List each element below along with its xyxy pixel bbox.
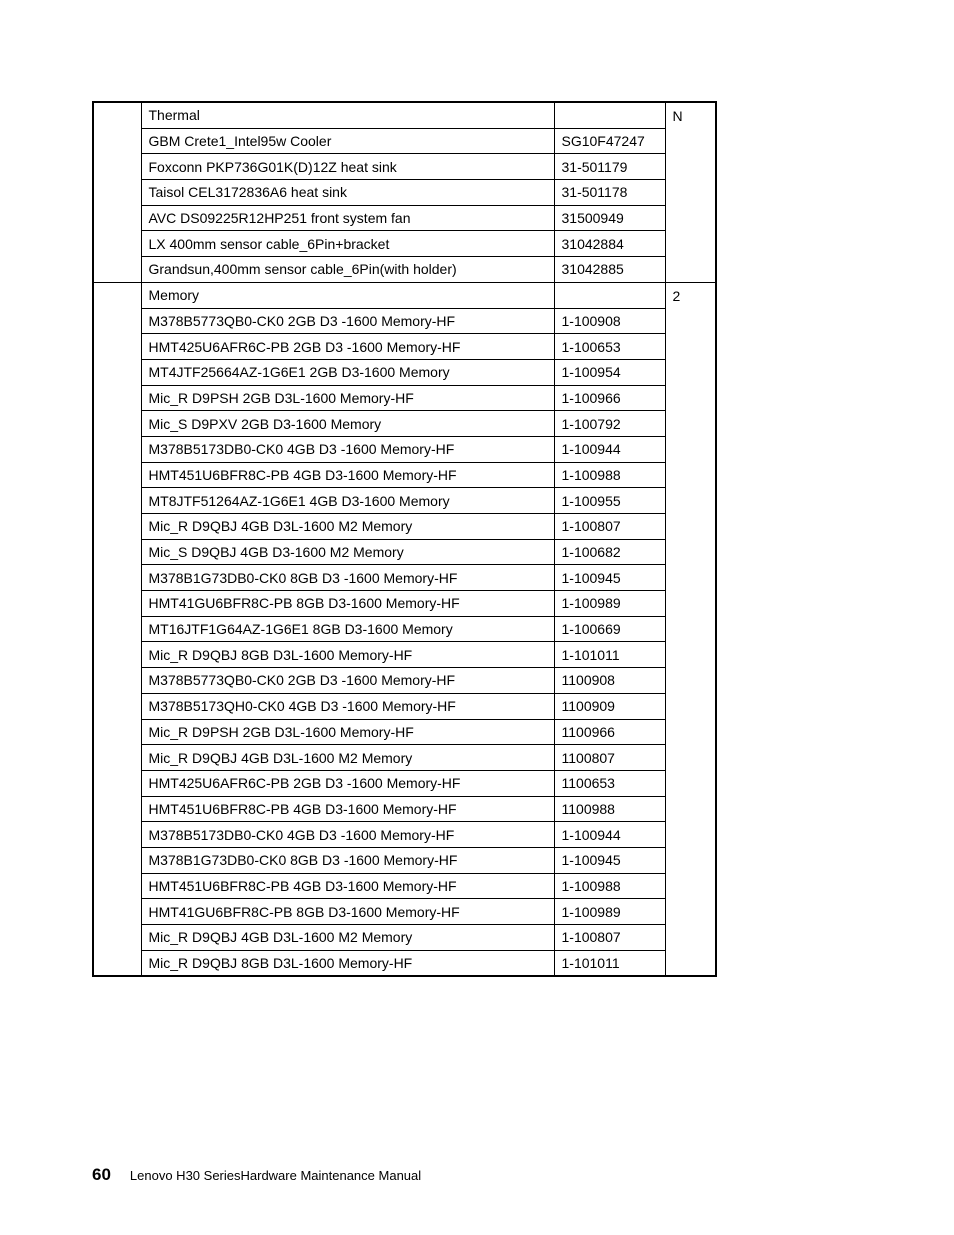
table-row — [93, 899, 716, 925]
part-number: 1-101011 — [554, 950, 665, 976]
table-row — [93, 591, 716, 617]
part-number: 1-100682 — [554, 539, 665, 565]
group-header-row — [93, 282, 716, 308]
part-number: 1-100988 — [554, 462, 665, 488]
table-row — [93, 180, 716, 206]
table-row — [93, 205, 716, 231]
part-description: M378B5173DB0-CK0 4GB D3 -1600 Memory-HF — [141, 822, 554, 848]
table-row — [93, 385, 716, 411]
group-header-part-cell — [554, 282, 665, 308]
table-row — [93, 308, 716, 334]
part-description: Mic_R D9QBJ 4GB D3L-1600 M2 Memory — [141, 925, 554, 951]
part-number: 1-100944 — [554, 436, 665, 462]
table-row — [93, 334, 716, 360]
table-row — [93, 642, 716, 668]
part-number: 1-100945 — [554, 847, 665, 873]
part-number: 31042885 — [554, 257, 665, 283]
manual-title: Lenovo H30 SeriesHardware Maintenance Manual — [129, 1168, 422, 1183]
fru-index-cell — [93, 102, 141, 282]
part-description: MT16JTF1G64AZ-1G6E1 8GB D3-1600 Memory — [141, 616, 554, 642]
part-number: 1-100807 — [554, 514, 665, 540]
table-row — [93, 693, 716, 719]
table-row — [93, 565, 716, 591]
table-row — [93, 128, 716, 154]
part-description: HMT451U6BFR8C-PB 4GB D3-1600 Memory-HF — [141, 873, 554, 899]
part-description: Mic_R D9QBJ 4GB D3L-1600 M2 Memory — [141, 514, 554, 540]
table-row — [93, 154, 716, 180]
page-footer — [92, 1165, 421, 1185]
part-number: 31500949 — [554, 205, 665, 231]
part-number: 1-100955 — [554, 488, 665, 514]
part-description: Mic_R D9PSH 2GB D3L-1600 Memory-HF — [141, 385, 554, 411]
page-number: 60 — [92, 1165, 111, 1184]
table-row — [93, 719, 716, 745]
part-description: MT4JTF25664AZ-1G6E1 2GB D3-1600 Memory — [141, 359, 554, 385]
table-row — [93, 925, 716, 951]
table-row — [93, 616, 716, 642]
table-row — [93, 257, 716, 283]
part-description: Taisol CEL3172836A6 heat sink — [141, 180, 554, 206]
part-description: AVC DS09225R12HP251 front system fan — [141, 205, 554, 231]
table-row — [93, 436, 716, 462]
parts-table-body — [93, 102, 716, 976]
fru-index-cell — [93, 282, 141, 976]
group-header-label: Memory — [141, 282, 554, 308]
table-row — [93, 668, 716, 694]
part-description: M378B5173QH0-CK0 4GB D3 -1600 Memory-HF — [141, 693, 554, 719]
part-number: 1-100945 — [554, 565, 665, 591]
part-description: M378B5773QB0-CK0 2GB D3 -1600 Memory-HF — [141, 668, 554, 694]
part-number: 1-100954 — [554, 359, 665, 385]
part-number: 1100966 — [554, 719, 665, 745]
table-row — [93, 488, 716, 514]
part-number: 1-100989 — [554, 591, 665, 617]
part-number: 1100988 — [554, 796, 665, 822]
part-description: HMT451U6BFR8C-PB 4GB D3-1600 Memory-HF — [141, 462, 554, 488]
table-row — [93, 359, 716, 385]
part-description: M378B5173DB0-CK0 4GB D3 -1600 Memory-HF — [141, 436, 554, 462]
table-row — [93, 822, 716, 848]
part-description: M378B1G73DB0-CK0 8GB D3 -1600 Memory-HF — [141, 565, 554, 591]
part-number: 1100807 — [554, 745, 665, 771]
part-description: Mic_R D9QBJ 8GB D3L-1600 Memory-HF — [141, 642, 554, 668]
part-number: 1-101011 — [554, 642, 665, 668]
part-number: 31042884 — [554, 231, 665, 257]
group-quantity: 2 — [665, 282, 716, 976]
part-number: 1100653 — [554, 770, 665, 796]
table-row — [93, 770, 716, 796]
part-description: MT8JTF51264AZ-1G6E1 4GB D3-1600 Memory — [141, 488, 554, 514]
part-description: HMT425U6AFR6C-PB 2GB D3 -1600 Memory-HF — [141, 334, 554, 360]
part-description: HMT425U6AFR6C-PB 2GB D3 -1600 Memory-HF — [141, 770, 554, 796]
part-number: 1100908 — [554, 668, 665, 694]
table-row — [93, 462, 716, 488]
part-description: Mic_S D9QBJ 4GB D3-1600 M2 Memory — [141, 539, 554, 565]
table-row — [93, 796, 716, 822]
part-description: M378B5773QB0-CK0 2GB D3 -1600 Memory-HF — [141, 308, 554, 334]
part-number: 1-100792 — [554, 411, 665, 437]
part-description: Mic_S D9PXV 2GB D3-1600 Memory — [141, 411, 554, 437]
part-number: 1-100966 — [554, 385, 665, 411]
table-row — [93, 950, 716, 976]
part-description: GBM Crete1_Intel95w Cooler — [141, 128, 554, 154]
table-row — [93, 411, 716, 437]
part-description: HMT451U6BFR8C-PB 4GB D3-1600 Memory-HF — [141, 796, 554, 822]
part-description: Mic_R D9QBJ 4GB D3L-1600 M2 Memory — [141, 745, 554, 771]
part-number: 1-100807 — [554, 925, 665, 951]
part-number: 1-100988 — [554, 873, 665, 899]
part-description: Foxconn PKP736G01K(D)12Z heat sink — [141, 154, 554, 180]
part-number: 1-100669 — [554, 616, 665, 642]
part-number: 1-100944 — [554, 822, 665, 848]
part-description: HMT41GU6BFR8C-PB 8GB D3-1600 Memory-HF — [141, 591, 554, 617]
group-quantity: N — [665, 102, 716, 282]
group-header-label: Thermal — [141, 102, 554, 128]
group-header-row — [93, 102, 716, 128]
part-number: 31-501179 — [554, 154, 665, 180]
part-description: Mic_R D9PSH 2GB D3L-1600 Memory-HF — [141, 719, 554, 745]
part-description: HMT41GU6BFR8C-PB 8GB D3-1600 Memory-HF — [141, 899, 554, 925]
parts-table — [92, 101, 717, 977]
table-row — [93, 745, 716, 771]
part-number: SG10F47247 — [554, 128, 665, 154]
table-row — [93, 231, 716, 257]
part-number: 1-100989 — [554, 899, 665, 925]
table-row — [93, 873, 716, 899]
table-row — [93, 847, 716, 873]
table-row — [93, 514, 716, 540]
part-number: 1-100908 — [554, 308, 665, 334]
group-header-part-cell — [554, 102, 665, 128]
part-number: 31-501178 — [554, 180, 665, 206]
part-description: Grandsun,400mm sensor cable_6Pin(with holder) — [141, 257, 554, 283]
part-number: 1100909 — [554, 693, 665, 719]
table-row — [93, 539, 716, 565]
part-number: 1-100653 — [554, 334, 665, 360]
part-description: M378B1G73DB0-CK0 8GB D3 -1600 Memory-HF — [141, 847, 554, 873]
part-description: Mic_R D9QBJ 8GB D3L-1600 Memory-HF — [141, 950, 554, 976]
part-description: LX 400mm sensor cable_6Pin+bracket — [141, 231, 554, 257]
